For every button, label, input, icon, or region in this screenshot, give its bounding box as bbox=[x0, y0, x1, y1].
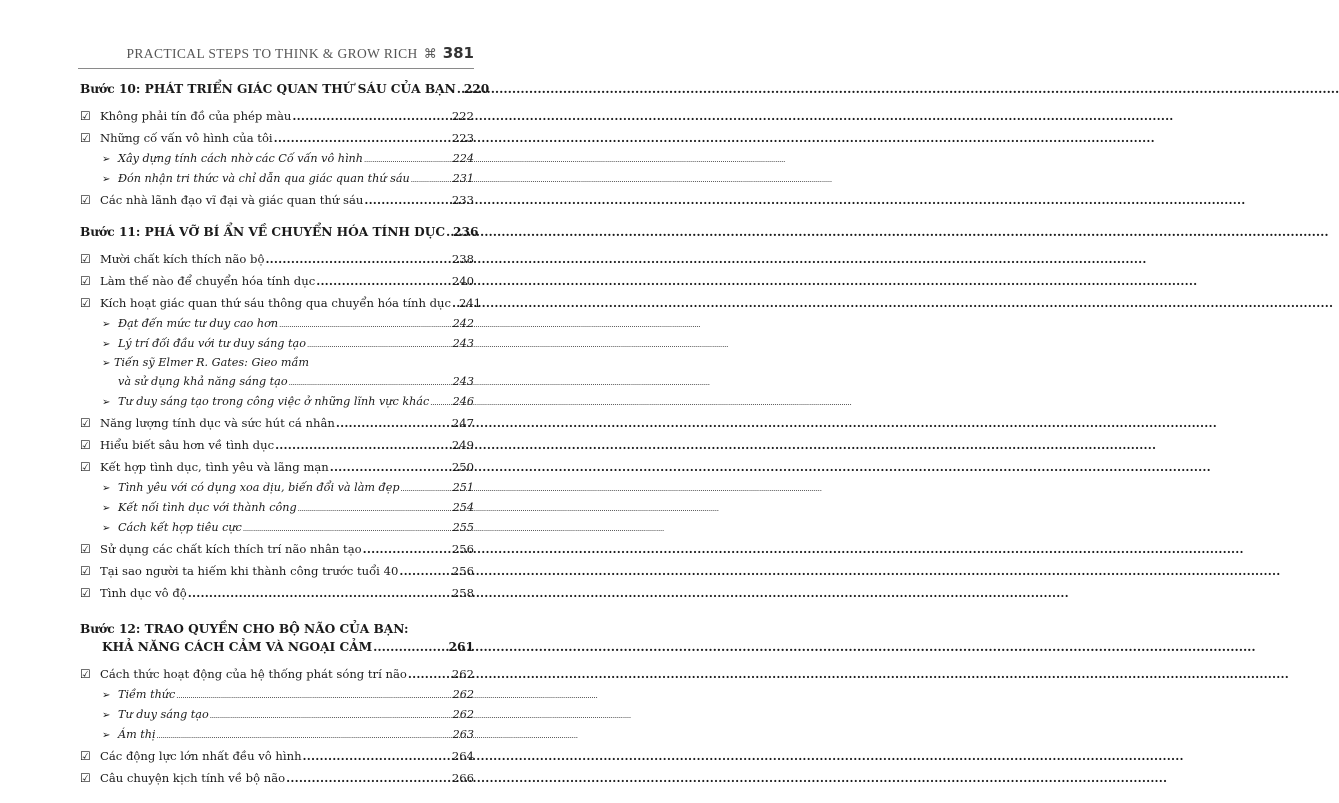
entry-title: Kích hoạt giác quan thứ sáu thông qua chuyển hóa tính dục bbox=[100, 296, 452, 310]
dot-leader bbox=[210, 705, 452, 726]
dot-leader bbox=[243, 518, 452, 539]
header-rule bbox=[78, 68, 474, 69]
running-title: PRACTICAL STEPS TO THINK & GROW RICH bbox=[126, 46, 418, 61]
dot-leader bbox=[373, 640, 447, 654]
entry-title: Câu chuyện kịch tính về bộ não bbox=[100, 771, 286, 785]
entry-title: Làm thế nào để chuyển hóa tính dục bbox=[100, 274, 316, 288]
entry-page: 233 bbox=[451, 193, 474, 207]
chapter-title: Bước 11: PHÁ VỠ BÍ ẨN VỀ CHUYỂN HÓA TÍNH DỤC bbox=[80, 225, 446, 239]
subentry-page: 262 bbox=[452, 708, 474, 721]
dot-leader bbox=[275, 434, 451, 456]
entry-page: 223 bbox=[451, 131, 474, 145]
subentry-title: Cách kết hợp tiêu cực bbox=[118, 521, 242, 534]
entry-title: Hiểu biết sâu hơn về tình dục bbox=[100, 438, 275, 452]
toc-subentry[interactable] bbox=[80, 149, 474, 169]
toc-entry[interactable] bbox=[80, 105, 474, 127]
dot-leader bbox=[298, 498, 452, 519]
dot-leader bbox=[274, 127, 451, 149]
toc-entry[interactable] bbox=[80, 127, 474, 149]
checkbox-icon: ☑ bbox=[80, 586, 91, 600]
toc-subentry[interactable] bbox=[80, 685, 474, 705]
subentry-page: 254 bbox=[452, 501, 474, 514]
entry-title: Cách thức hoạt động của hệ thống phát sóng trí não bbox=[100, 667, 407, 681]
arrow-icon: ➢ bbox=[102, 503, 111, 514]
subentry-title: Xây dựng tính cách nhờ các Cố vấn vô hình bbox=[118, 152, 363, 165]
subentry-page: 246 bbox=[452, 395, 474, 408]
checkbox-icon: ☑ bbox=[80, 749, 91, 763]
dot-leader bbox=[188, 582, 451, 604]
dot-leader bbox=[292, 105, 450, 127]
toc-entry[interactable] bbox=[80, 538, 474, 560]
dot-leader bbox=[452, 292, 458, 314]
dot-leader bbox=[286, 767, 451, 789]
entry-page: 266 bbox=[451, 771, 474, 785]
subentry-title-continued: và sử dụng khả năng sáng tạo bbox=[118, 375, 288, 388]
dot-leader bbox=[336, 412, 451, 434]
toc-subentry[interactable] bbox=[80, 169, 474, 189]
toc-entry[interactable] bbox=[80, 270, 474, 292]
dot-leader bbox=[265, 248, 450, 270]
entry-title: Năng lượng tính dục và sức hút cá nhân bbox=[100, 416, 335, 430]
checkbox-icon: ☑ bbox=[80, 460, 91, 474]
dot-leader bbox=[363, 538, 451, 560]
checkbox-icon: ☑ bbox=[80, 252, 91, 266]
book-page bbox=[0, 0, 556, 790]
arrow-icon: ➢ bbox=[102, 319, 111, 330]
arrow-icon: ➢ bbox=[102, 710, 111, 721]
subentry-title: Tình yêu với có dụng xoa dịu, biến đổi và làm đẹp bbox=[118, 481, 400, 494]
subentry-title: Kết nối tình dục với thành công bbox=[118, 501, 297, 514]
entry-title: Sử dụng các chất kích thích trí não nhân tạo bbox=[100, 542, 362, 556]
entry-title: Kết hợp tình dục, tình yêu và lãng mạn bbox=[100, 460, 329, 474]
entry-page: 247 bbox=[451, 416, 474, 430]
entry-title: Tình dục vô độ bbox=[100, 586, 187, 600]
dot-leader bbox=[408, 663, 451, 685]
subentry-page: 242 bbox=[452, 317, 474, 330]
dot-leader bbox=[399, 560, 451, 582]
toc-entry[interactable] bbox=[80, 248, 474, 270]
chapter-subtitle: KHẢ NĂNG CÁCH CẢM VÀ NGOẠI CẢM bbox=[102, 640, 373, 654]
toc-entry[interactable] bbox=[80, 663, 474, 685]
dot-leader bbox=[303, 745, 451, 767]
toc-subentry[interactable] bbox=[80, 314, 474, 334]
chapter-heading[interactable] bbox=[80, 618, 474, 662]
toc-entry[interactable] bbox=[80, 767, 474, 789]
arrow-icon: ➢ bbox=[102, 523, 111, 534]
arrow-icon: ➢ bbox=[102, 730, 111, 741]
arrow-icon: ➢ bbox=[102, 397, 111, 408]
dot-leader bbox=[176, 685, 451, 706]
toc-entry[interactable] bbox=[80, 560, 474, 582]
toc-subentry[interactable] bbox=[80, 725, 474, 745]
arrow-icon: ➢ bbox=[102, 483, 111, 494]
checkbox-icon: ☑ bbox=[80, 296, 91, 310]
subentry-title: Tiềm thức bbox=[118, 688, 176, 701]
subentry-line-1 bbox=[102, 354, 474, 372]
entry-page: 256 bbox=[451, 542, 474, 556]
checkbox-icon: ☑ bbox=[80, 274, 91, 288]
subentry-title: Ám thị bbox=[118, 728, 156, 741]
checkbox-icon: ☑ bbox=[80, 131, 91, 145]
toc-entry[interactable] bbox=[80, 189, 474, 211]
dot-leader bbox=[157, 725, 452, 746]
arrow-icon: ➢ bbox=[102, 358, 111, 369]
dot-leader bbox=[401, 478, 452, 499]
entry-title: Không phải tín đồ của phép màu bbox=[100, 109, 292, 123]
entry-title: Mười chất kích thích não bộ bbox=[100, 252, 265, 266]
chapter-heading[interactable] bbox=[80, 225, 479, 247]
toc-entry[interactable] bbox=[80, 745, 474, 767]
dot-leader bbox=[279, 314, 452, 335]
arrow-icon: ➢ bbox=[102, 154, 111, 165]
chapter-page: 261 bbox=[448, 640, 474, 654]
toc-subentry[interactable] bbox=[80, 478, 474, 498]
dot-leader bbox=[364, 189, 451, 211]
entry-page: 258 bbox=[451, 586, 474, 600]
dot-leader bbox=[316, 270, 451, 292]
dot-leader bbox=[330, 456, 451, 478]
toc-subentry[interactable] bbox=[80, 354, 474, 392]
chapter-title-line-2 bbox=[80, 640, 474, 662]
entry-page: 249 bbox=[451, 438, 474, 452]
dot-leader bbox=[430, 392, 451, 413]
subentry-page: 251 bbox=[452, 481, 474, 494]
subentry-title: Lý trí đối đầu với tư duy sáng tạo bbox=[118, 337, 306, 350]
chapter-page: 220 bbox=[463, 82, 490, 96]
entry-page: 240 bbox=[451, 274, 474, 288]
entry-title: Tại sao người ta hiếm khi thành công trước tuổi 40 bbox=[100, 564, 399, 578]
dot-leader bbox=[364, 149, 452, 170]
dot-leader bbox=[457, 82, 463, 96]
toc-entry[interactable] bbox=[80, 412, 474, 434]
toc-subentry[interactable] bbox=[80, 705, 474, 725]
arrow-icon: ➢ bbox=[102, 174, 111, 185]
entry-page: 256 bbox=[451, 564, 474, 578]
subentry-page: 224 bbox=[452, 152, 474, 165]
command-icon: ⌘ bbox=[423, 47, 437, 62]
toc-section-step-10 bbox=[80, 82, 490, 211]
subentry-title: Tiến sỹ Elmer R. Gates: Gieo mầm bbox=[113, 356, 309, 369]
chapter-page: 236 bbox=[453, 225, 479, 239]
toc-section-step-12 bbox=[80, 618, 474, 789]
subentry-page: 263 bbox=[452, 728, 474, 741]
running-header bbox=[127, 44, 475, 64]
checkbox-icon: ☑ bbox=[80, 193, 91, 207]
entry-page: 250 bbox=[451, 460, 474, 474]
entry-page: 238 bbox=[451, 252, 474, 266]
subentry-page: 243 bbox=[452, 337, 474, 350]
toc-section-step-11 bbox=[80, 225, 482, 604]
checkbox-icon: ☑ bbox=[80, 542, 91, 556]
checkbox-icon: ☑ bbox=[80, 667, 91, 681]
subentry-line-2 bbox=[102, 372, 474, 392]
subentry-page: 262 bbox=[452, 688, 474, 701]
subentry-title: Đón nhận tri thức và chỉ dẫn qua giác quan thứ sáu bbox=[118, 172, 410, 185]
chapter-title: Bước 12: TRAO QUYỀN CHO BỘ NÃO CỦA BẠN: bbox=[80, 622, 409, 636]
subentry-page: 255 bbox=[452, 521, 474, 534]
checkbox-icon: ☑ bbox=[80, 771, 91, 785]
chapter-heading[interactable] bbox=[80, 82, 490, 104]
subentry-title: Tư duy sáng tạo trong công việc ở những lĩnh vực khác bbox=[118, 395, 430, 408]
entry-title: Các nhà lãnh đạo vĩ đại và giác quan thứ sáu bbox=[100, 193, 364, 207]
table-of-contents bbox=[80, 82, 490, 803]
entry-page: 241 bbox=[459, 296, 482, 310]
subentry-title: Tư duy sáng tạo bbox=[118, 708, 209, 721]
toc-subentry[interactable] bbox=[80, 518, 474, 538]
dot-leader bbox=[446, 225, 452, 239]
subentry-title: Đạt đến mức tư duy cao hơn bbox=[118, 317, 279, 330]
entry-page: 262 bbox=[451, 667, 474, 681]
toc-subentry[interactable] bbox=[80, 334, 474, 354]
checkbox-icon: ☑ bbox=[80, 416, 91, 430]
checkbox-icon: ☑ bbox=[80, 564, 91, 578]
toc-entry[interactable] bbox=[80, 582, 474, 604]
toc-subentry[interactable] bbox=[80, 498, 474, 518]
toc-entry[interactable] bbox=[80, 456, 474, 478]
entry-page: 264 bbox=[451, 749, 474, 763]
arrow-icon: ➢ bbox=[102, 339, 111, 350]
page-number: 381 bbox=[442, 44, 474, 62]
dot-leader bbox=[307, 334, 452, 355]
dot-leader bbox=[289, 372, 452, 393]
entry-title: Các động lực lớn nhất đều vô hình bbox=[100, 749, 302, 763]
toc-entry[interactable] bbox=[80, 292, 482, 314]
subentry-page: 243 bbox=[452, 375, 474, 388]
entry-page: 222 bbox=[451, 109, 474, 123]
toc-subentry[interactable] bbox=[80, 392, 474, 412]
chapter-title: Bước 10: PHÁT TRIỂN GIÁC QUAN THỨ SÁU CỦA BẠN bbox=[80, 82, 456, 96]
subentry-page: 231 bbox=[452, 172, 474, 185]
entry-title: Những cố vấn vô hình của tôi bbox=[100, 131, 273, 145]
checkbox-icon: ☑ bbox=[80, 438, 91, 452]
toc-entry[interactable] bbox=[80, 434, 474, 456]
dot-leader bbox=[411, 169, 452, 190]
arrow-icon: ➢ bbox=[102, 690, 111, 701]
checkbox-icon: ☑ bbox=[80, 109, 91, 123]
